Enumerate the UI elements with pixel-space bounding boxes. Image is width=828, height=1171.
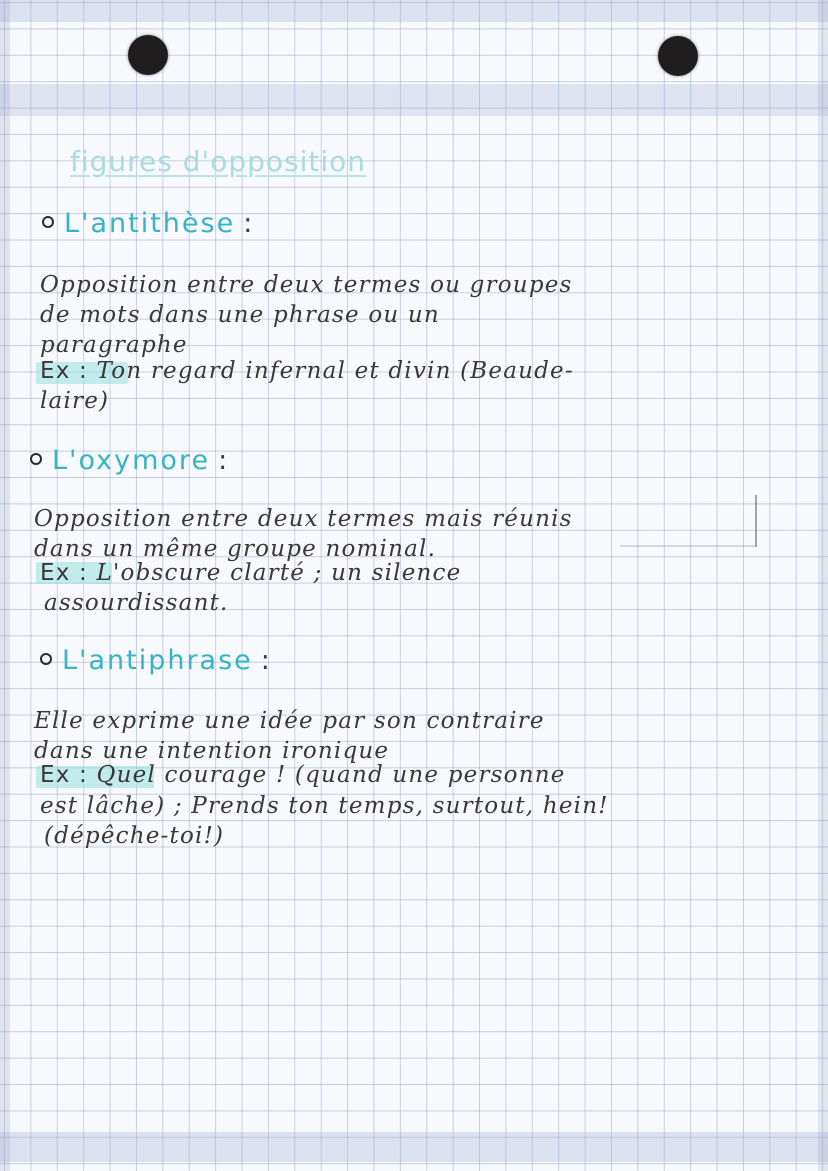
definition-line: paragraphe: [40, 332, 188, 358]
example-oxymore: [40, 560, 461, 586]
definition-oxymore: [34, 504, 573, 564]
bullet-icon: [42, 216, 54, 228]
example-line: assourdissant.: [44, 590, 229, 616]
example-line: (dépêche-toi!): [44, 823, 225, 849]
section-heading-antithese: [42, 208, 254, 239]
definition-antiphrase: [34, 706, 545, 766]
example-antiphrase-cont: [44, 823, 224, 849]
definition-antithese: [40, 270, 573, 360]
section-heading-antiphrase: [40, 645, 272, 676]
ink-smear: [620, 545, 756, 547]
definition-line: Opposition entre deux termes ou groupes: [40, 272, 573, 298]
example-line: L'obscure clarté ; un silence: [96, 560, 462, 586]
heading-colon: :: [218, 445, 230, 476]
punch-hole-right: [658, 36, 698, 76]
example-oxymore-cont: [44, 590, 229, 616]
paper-margin-bottom: [0, 1132, 828, 1162]
example-label: Ex :: [40, 762, 89, 788]
page-title: figures d'opposition: [70, 145, 367, 178]
heading-colon: :: [260, 645, 272, 676]
example-line: Quel courage ! (quand une personne: [96, 762, 566, 788]
ink-smear: [755, 495, 757, 547]
example-label: Ex :: [40, 560, 89, 586]
paper-edge-right: [818, 0, 828, 1171]
section-heading-oxymore: [30, 445, 229, 476]
heading-colon: :: [243, 208, 255, 239]
definition-line: Elle exprime une idée par son contraire: [34, 708, 545, 734]
definition-line: dans un même groupe nominal.: [34, 536, 437, 562]
heading-text: L'antithèse: [64, 208, 236, 239]
example-antithese: [40, 358, 574, 384]
paper-edge-left: [0, 0, 10, 1171]
definition-line: Opposition entre deux termes mais réunis: [34, 506, 573, 532]
definition-line: de mots dans une phrase ou un: [40, 302, 440, 328]
paper-margin-top: [0, 0, 828, 22]
paper-header-band: [0, 84, 828, 116]
example-antithese-cont: [40, 388, 109, 414]
example-antiphrase: [40, 762, 566, 788]
example-line: est lâche) ; Prends ton temps, surtout, hein!: [40, 793, 609, 819]
example-label: Ex :: [40, 358, 89, 384]
example-antiphrase-cont: [40, 793, 609, 819]
heading-text: L'oxymore: [52, 445, 211, 476]
heading-text: L'antiphrase: [62, 645, 253, 676]
bullet-icon: [30, 453, 42, 465]
example-line: Ton regard infernal et divin (Beaude-: [96, 358, 574, 384]
bullet-icon: [40, 653, 52, 665]
punch-hole-left: [128, 35, 168, 75]
example-line: laire): [40, 388, 110, 414]
definition-line: dans une intention ironique: [34, 738, 390, 764]
